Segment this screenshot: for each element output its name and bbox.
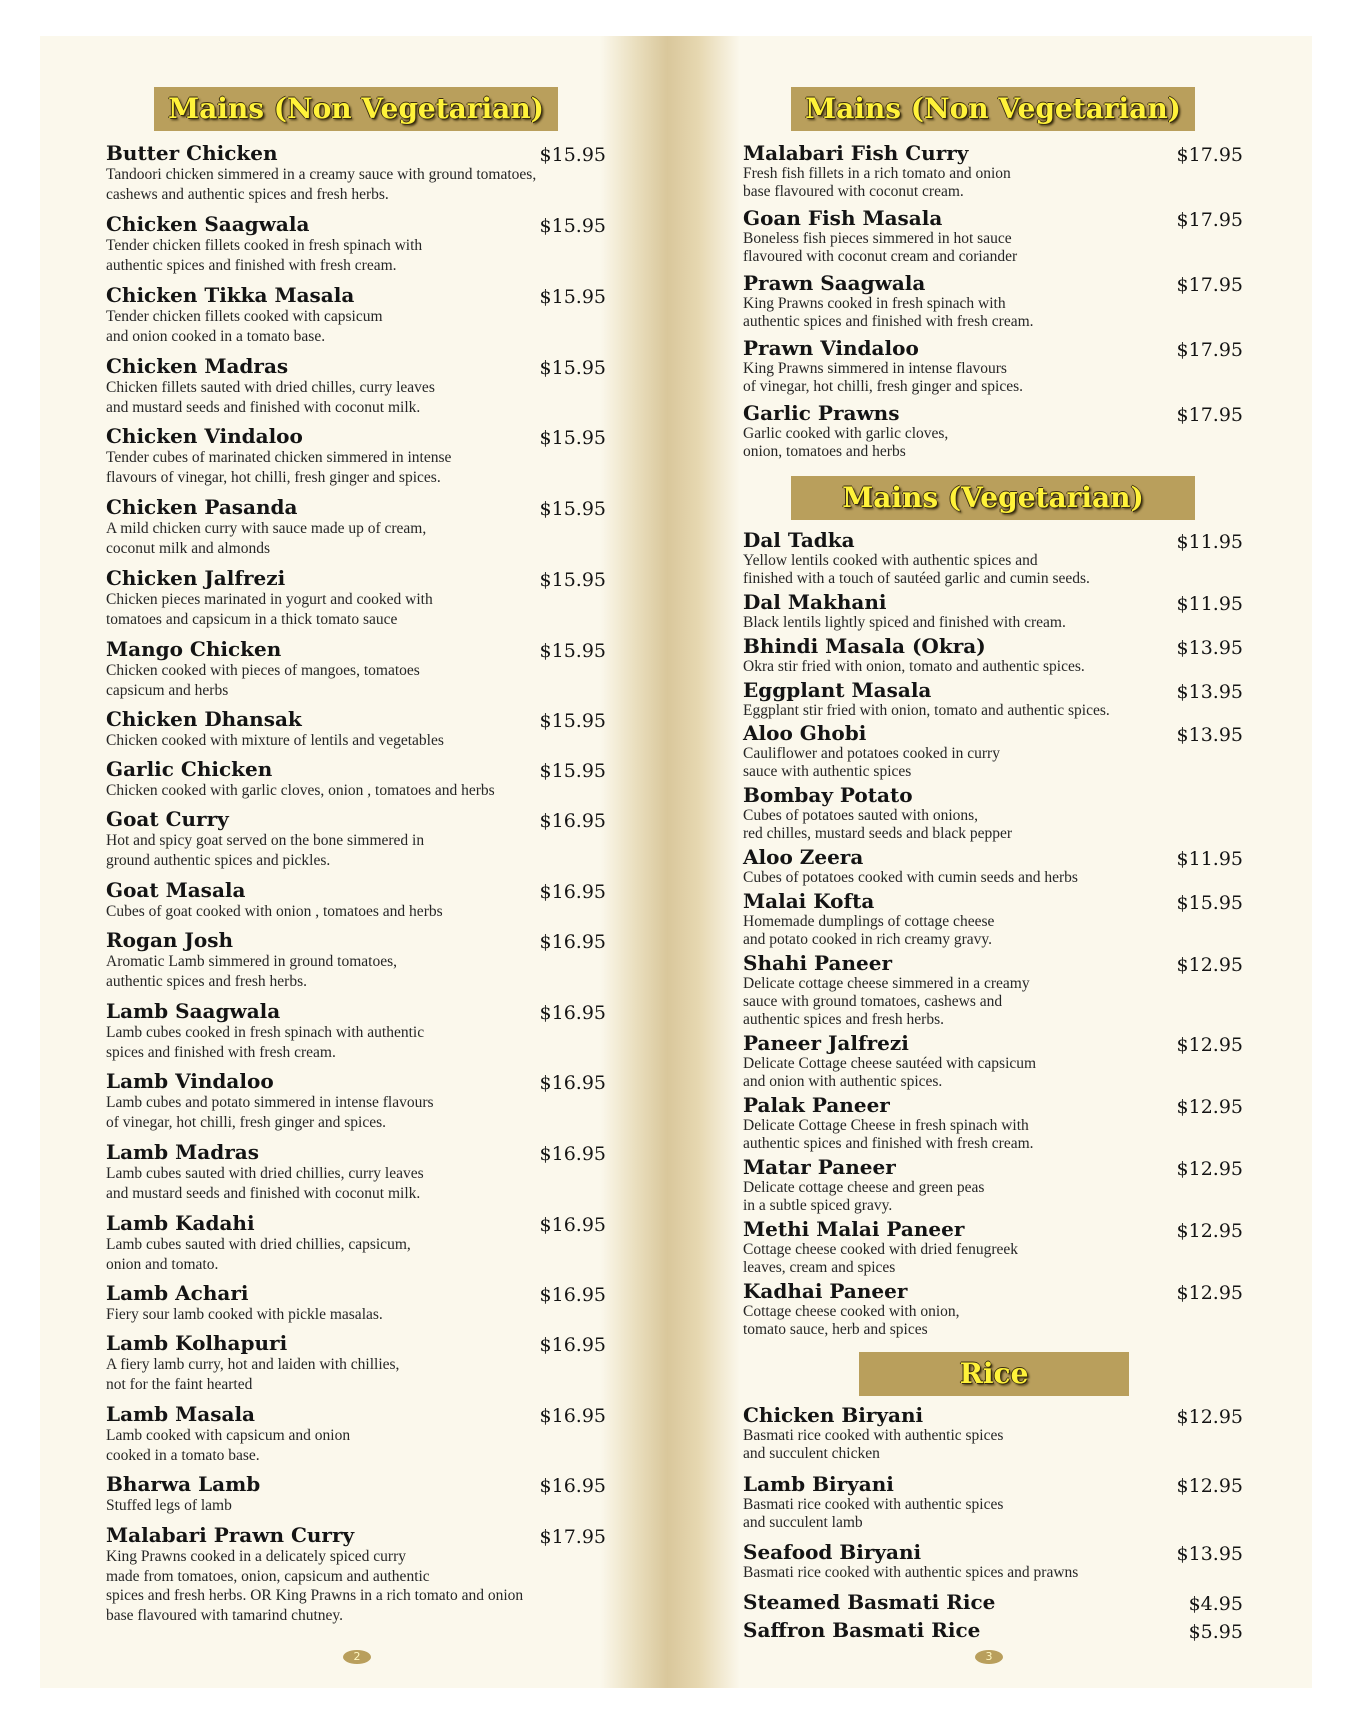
item-description: Basmati rice cooked with authentic spices and prawns [743, 1564, 1079, 1581]
item-name: Dal Tadka [743, 528, 855, 552]
item-name: Kadhai Paneer [743, 1279, 908, 1303]
item-description: Lamb cubes cooked in fresh spinach with authentic spices and finished with fresh cream. [106, 1024, 425, 1061]
item-price: $15.95 [539, 640, 606, 662]
item-description: Delicate Cottage Cheese in fresh spinach with authentic spices and finished with fresh cream. [743, 1117, 1034, 1152]
item-price: $15.95 [1176, 892, 1243, 914]
item-description: Chicken fillets sauted with dried chilles, curry leaves and mustard seeds and finished with coconut milk. [106, 379, 435, 416]
item-price: $16.95 [539, 1334, 606, 1356]
item-description: Okra stir fried with onion, tomato and authentic spices. [743, 658, 1085, 675]
item-description: King Prawns cooked in a delicately spiced curry made from tomatoes, onion, capsicum and authentic spices and fresh herbs. OR King Prawns in a rich tomato and onion base flavoured with tamarind chutney. [106, 1548, 524, 1624]
item-price: $15.95 [539, 427, 606, 449]
item-description: Tender cubes of marinated chicken simmered in intense flavours of vinegar, hot chilli, fresh ginger and spices. [106, 449, 452, 486]
item-price: $16.95 [539, 1214, 606, 1236]
item-description: Boneless fish pieces simmered in hot sauce flavoured with coconut cream and coriander [743, 230, 1018, 265]
item-name: Aloo Zeera [743, 845, 864, 869]
item-price: $16.95 [539, 1002, 606, 1024]
item-price: $17.95 [1176, 144, 1243, 166]
item-name: Prawn Saagwala [743, 271, 926, 295]
item-price: $13.95 [1176, 637, 1243, 659]
page-number: 2 [343, 1650, 371, 1664]
item-name: Palak Paneer [743, 1093, 890, 1117]
item-name: Chicken Madras [106, 354, 289, 378]
item-description: Cubes of potatoes sauted with onions, red chilles, mustard seeds and black pepper [743, 807, 1013, 842]
item-name: Rogan Josh [106, 928, 234, 952]
item-description: Cottage cheese cooked with onion, tomato sauce, herb and spices [743, 1303, 960, 1338]
section-heading: Mains (Vegetarian) [791, 476, 1195, 520]
item-description: Tandoori chicken simmered in a creamy sauce with ground tomatoes, cashews and authentic spices and fresh herbs. [106, 166, 537, 203]
item-price: $16.95 [539, 1143, 606, 1165]
item-price: $16.95 [539, 810, 606, 832]
item-name: Chicken Tikka Masala [106, 283, 355, 307]
item-price: $15.95 [539, 760, 606, 782]
item-description: Cottage cheese cooked with dried fenugreek leaves, cream and spices [743, 1241, 1019, 1276]
item-price: $16.95 [539, 1405, 606, 1427]
item-name: Seafood Biryani [743, 1540, 922, 1564]
item-price: $17.95 [1176, 404, 1243, 426]
item-name: Bombay Potato [743, 783, 913, 807]
item-name: Eggplant Masala [743, 678, 932, 702]
item-description: Cubes of goat cooked with onion , tomatoes and herbs [106, 903, 443, 920]
item-price: $15.95 [539, 498, 606, 520]
menu-spine-shadow [600, 36, 740, 1688]
item-description: A fiery lamb curry, hot and laiden with chillies, not for the faint hearted [106, 1356, 400, 1393]
item-price: $12.95 [1176, 1096, 1243, 1118]
item-description: Lamb cubes sauted with dried chillies, curry leaves and mustard seeds and finished with coconut milk. [106, 1165, 424, 1202]
item-name: Chicken Dhansak [106, 707, 302, 731]
item-name: Chicken Biryani [743, 1403, 924, 1427]
item-price: $11.95 [1176, 531, 1243, 553]
item-name: Mango Chicken [106, 637, 282, 661]
item-name: Aloo Ghobi [743, 721, 867, 745]
item-description: A mild chicken curry with sauce made up of cream, coconut milk and almonds [106, 520, 427, 557]
item-name: Saffron Basmati Rice [743, 1618, 981, 1642]
item-description: Eggplant stir fried with onion, tomato and authentic spices. [743, 702, 1110, 719]
item-name: Methi Malai Paneer [743, 1217, 965, 1241]
item-price: $12.95 [1176, 1282, 1243, 1304]
item-price: $17.95 [1176, 274, 1243, 296]
item-price: $12.95 [1176, 1475, 1243, 1497]
item-name: Lamb Madras [106, 1140, 259, 1164]
item-name: Dal Makhani [743, 590, 887, 614]
item-description: Cauliflower and potatoes cooked in curry sauce with authentic spices [743, 745, 1000, 780]
item-description: Basmati rice cooked with authentic spices and succulent chicken [743, 1427, 1004, 1462]
item-price: $15.95 [539, 215, 606, 237]
item-description: Chicken cooked with pieces of mangoes, tomatoes capsicum and herbs [106, 662, 420, 699]
item-name: Shahi Paneer [743, 951, 893, 975]
item-description: King Prawns simmered in intense flavours of vinegar, hot chilli, fresh ginger and spices. [743, 360, 1024, 395]
item-name: Bharwa Lamb [106, 1472, 261, 1496]
item-price: $11.95 [1176, 593, 1243, 615]
item-price: $16.95 [539, 931, 606, 953]
item-name: Butter Chicken [106, 141, 278, 165]
section-heading: Rice [859, 1352, 1129, 1396]
item-price: $12.95 [1176, 954, 1243, 976]
item-price: $17.95 [1176, 209, 1243, 231]
item-name: Chicken Jalfrezi [106, 566, 286, 590]
item-description: Fresh fish fillets in a rich tomato and onion base flavoured with coconut cream. [743, 165, 1011, 200]
item-description: Lamb cubes sauted with dried chillies, capsicum, onion and tomato. [106, 1236, 411, 1273]
item-description: Tender chicken fillets cooked with capsicum and onion cooked in a tomato base. [106, 308, 383, 345]
item-price: $16.95 [539, 1072, 606, 1094]
item-name: Garlic Chicken [106, 757, 273, 781]
item-description: Chicken cooked with garlic cloves, onion , tomatoes and herbs [106, 782, 495, 799]
item-description: Fiery sour lamb cooked with pickle masalas. [106, 1306, 383, 1323]
item-description: Chicken pieces marinated in yogurt and cooked with tomatoes and capsicum in a thick tomato sauce [106, 591, 433, 628]
item-description: King Prawns cooked in fresh spinach with authentic spices and finished with fresh cream. [743, 295, 1034, 330]
item-price: $16.95 [539, 1284, 606, 1306]
item-name: Chicken Saagwala [106, 212, 310, 236]
item-name: Malai Kofta [743, 889, 875, 913]
item-name: Lamb Vindaloo [106, 1069, 274, 1093]
item-description: Hot and spicy goat served on the bone simmered in ground authentic spices and pickles. [106, 832, 425, 869]
item-description: Delicate cottage cheese and green peas in a subtle spiced gravy. [743, 1179, 985, 1214]
item-price: $13.95 [1176, 681, 1243, 703]
item-name: Malabari Prawn Curry [106, 1523, 355, 1547]
item-description: Delicate cottage cheese simmered in a creamy sauce with ground tomatoes, cashews and authentic spices and fresh herbs. [743, 975, 1030, 1028]
item-price: $15.95 [539, 144, 606, 166]
item-name: Goat Curry [106, 807, 229, 831]
item-price: $15.95 [539, 357, 606, 379]
item-description: Stuffed legs of lamb [106, 1497, 232, 1514]
item-description: Lamb cubes and potato simmered in intense flavours of vinegar, hot chilli, fresh ginger and spices. [106, 1094, 434, 1131]
item-description: Chicken cooked with mixture of lentils and vegetables [106, 732, 444, 749]
item-name: Goan Fish Masala [743, 206, 943, 230]
item-description: Aromatic Lamb simmered in ground tomatoes, authentic spices and fresh herbs. [106, 953, 397, 990]
item-description: Tender chicken fillets cooked in fresh spinach with authentic spices and finished with fresh cream. [106, 237, 423, 274]
item-name: Matar Paneer [743, 1155, 896, 1179]
item-price: $16.95 [539, 1475, 606, 1497]
section-heading: Mains (Non Vegetarian) [791, 87, 1195, 131]
item-price: $5.95 [1188, 1621, 1243, 1643]
item-price: $12.95 [1176, 1220, 1243, 1242]
item-price: $15.95 [539, 710, 606, 732]
item-name: Lamb Achari [106, 1281, 249, 1305]
item-name: Lamb Saagwala [106, 999, 281, 1023]
item-name: Lamb Kadahi [106, 1211, 255, 1235]
item-name: Chicken Pasanda [106, 495, 298, 519]
item-name: Paneer Jalfrezi [743, 1031, 909, 1055]
item-price: $12.95 [1176, 1034, 1243, 1056]
item-description: Basmati rice cooked with authentic spices and succulent lamb [743, 1496, 1004, 1531]
item-price: $11.95 [1176, 848, 1243, 870]
item-price: $16.95 [539, 881, 606, 903]
item-description: Homemade dumplings of cottage cheese and potato cooked in rich creamy gravy. [743, 913, 995, 948]
item-price: $4.95 [1188, 1593, 1243, 1615]
item-price: $15.95 [539, 286, 606, 308]
item-price: $13.95 [1176, 724, 1243, 746]
item-description: Garlic cooked with garlic cloves, onion, tomatoes and herbs [743, 425, 949, 460]
item-price: $17.95 [539, 1526, 606, 1548]
item-description: Lamb cooked with capsicum and onion cooked in a tomato base. [106, 1427, 351, 1464]
item-name: Garlic Prawns [743, 401, 900, 425]
item-name: Prawn Vindaloo [743, 336, 919, 360]
item-description: Yellow lentils cooked with authentic spices and finished with a touch of sautéed garlic and cumin seeds. [743, 552, 1090, 587]
item-price: $17.95 [1176, 339, 1243, 361]
item-description: Delicate Cottage cheese sautéed with capsicum and onion with authentic spices. [743, 1055, 1037, 1090]
section-heading: Mains (Non Vegetarian) [154, 87, 558, 131]
item-price: $13.95 [1176, 1543, 1243, 1565]
item-name: Malabari Fish Curry [743, 141, 969, 165]
item-price: $15.95 [539, 569, 606, 591]
item-name: Lamb Biryani [743, 1472, 894, 1496]
item-price: $12.95 [1176, 1158, 1243, 1180]
item-name: Steamed Basmati Rice [743, 1590, 996, 1614]
item-name: Goat Masala [106, 878, 246, 902]
item-description: Black lentils lightly spiced and finished with cream. [743, 614, 1066, 631]
item-name: Chicken Vindaloo [106, 424, 303, 448]
item-description: Cubes of potatoes cooked with cumin seeds and herbs [743, 869, 1078, 886]
page-number: 3 [975, 1650, 1003, 1664]
item-price: $12.95 [1176, 1406, 1243, 1428]
item-name: Lamb Kolhapuri [106, 1331, 288, 1355]
item-name: Lamb Masala [106, 1402, 256, 1426]
item-name: Bhindi Masala (Okra) [743, 634, 986, 658]
